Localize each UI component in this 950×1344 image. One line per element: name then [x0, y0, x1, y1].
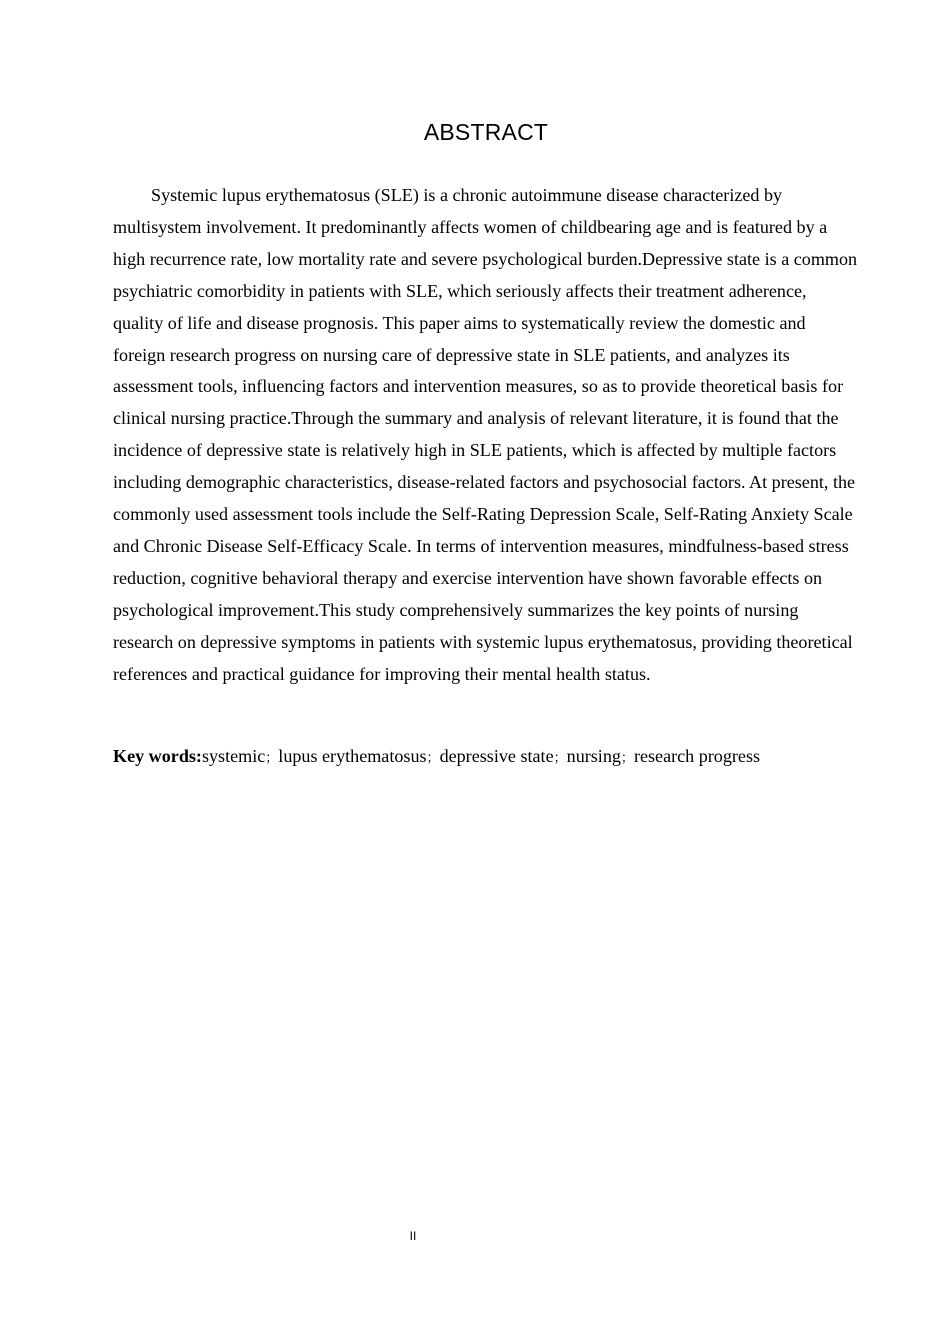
keyword: lupus erythematosus [278, 746, 427, 766]
keyword: research progress [633, 746, 761, 766]
keywords-line [113, 741, 873, 774]
keyword-separator: ； [426, 751, 440, 766]
keyword: depressive state [439, 746, 554, 766]
keywords-label: Key words: [113, 746, 202, 766]
keyword-separator: ； [553, 751, 567, 766]
keyword-separator: ； [265, 751, 279, 766]
keywords-list [202, 746, 760, 766]
abstract-title: ABSTRACT [423, 119, 549, 145]
keyword-separator: ； [620, 751, 634, 766]
abstract-body: Systemic lupus erythematosus (SLE) is a chronic autoimmune disease characterized by multisystem involvement. It predominantly affects women of childbearing age and is featured by a high recurrence rate, low mortality rate and severe psychological burden.Depressive state is a common psychiatric comorbidity in patients with SLE, which seriously affects their treatment adherence, quality of life and disease prognosis. This paper aims to systematically review the domestic and foreign research progress on nursing care of depressive state in SLE patients, and analyzes its assessment tools, influencing factors and intervention measures, so as to provide theoretical basis for clinical nursing practice.Through the summary and analysis of relevant literature, it is found that the incidence of depressive state is relatively high in SLE patients, which is affected by multiple factors including demographic characteristics, disease-related factors and psychosocial factors. At present, the commonly used assessment tools include the Self-Rating Depression Scale, Self-Rating Anxiety Scale and Chronic Disease Self-Efficacy Scale. In terms of intervention measures, mindfulness-based stress reduction, cognitive behavioral therapy and exercise intervention have shown favorable effects on psychological improvement.This study comprehensively summarizes the key points of nursing research on depressive symptoms in patients with systemic lupus erythematosus, providing theoretical references and practical guidance for improving their mental health status. [113, 185, 858, 684]
keyword: systemic [201, 746, 266, 766]
keyword: nursing [566, 746, 621, 766]
page-number: II [409, 1229, 417, 1243]
